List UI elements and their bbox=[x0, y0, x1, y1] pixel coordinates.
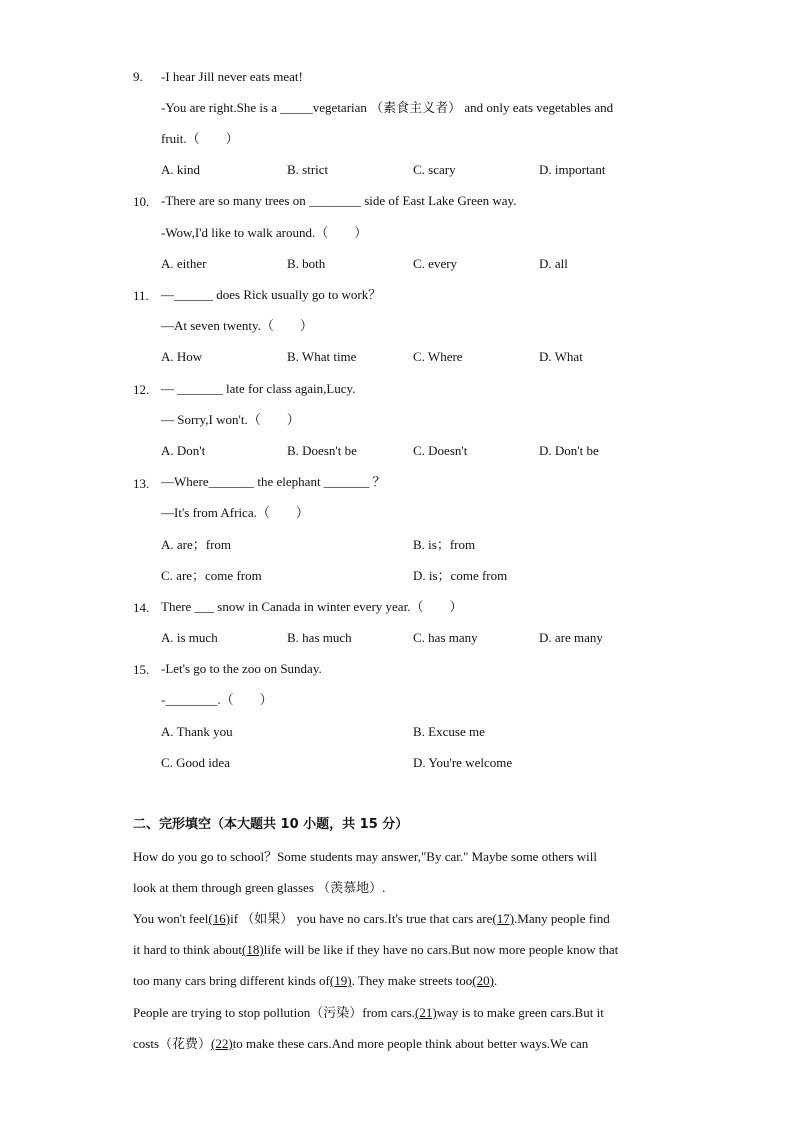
section-title: 二、完形填空（本大题共 10 小题，共 15 分） bbox=[133, 817, 409, 832]
question-line: fruit.（ ） bbox=[161, 131, 239, 146]
blank-22[interactable]: (22) bbox=[211, 1036, 233, 1051]
option-a[interactable]: A. Don't bbox=[161, 443, 206, 458]
question-line: -There are so many trees on ________ side of East Lake Green way. bbox=[161, 193, 517, 208]
question-number: 10. bbox=[133, 194, 150, 209]
option-c[interactable]: C. has many bbox=[413, 630, 478, 645]
question-line: -________.（ ） bbox=[161, 692, 273, 707]
option-a[interactable]: A. either bbox=[161, 256, 207, 271]
passage-line: People are trying to stop pollution（污染）from cars.(21)way is to make green cars.But it bbox=[133, 1005, 604, 1020]
option-a[interactable]: A. is much bbox=[161, 630, 218, 645]
option-a[interactable]: A. How bbox=[161, 349, 203, 364]
option-b[interactable]: B. Excuse me bbox=[413, 724, 485, 739]
passage-line: look at them through green glasses （羡慕地）. bbox=[133, 880, 386, 895]
option-b[interactable]: B. What time bbox=[287, 349, 357, 364]
option-b[interactable]: B. Doesn't be bbox=[287, 443, 357, 458]
passage-line: costs（花费）(22)to make these cars.And more people think about better ways.We can bbox=[133, 1036, 589, 1051]
option-b[interactable]: B. both bbox=[287, 256, 326, 271]
option-d[interactable]: D. What bbox=[539, 349, 583, 364]
option-c[interactable]: C. Good idea bbox=[161, 755, 230, 770]
option-a[interactable]: A. kind bbox=[161, 162, 200, 177]
question-number: 13. bbox=[133, 476, 150, 491]
passage-line: You won't feel(16)if （如果） you have no cars.It's true that cars are(17).Many people find bbox=[133, 911, 610, 926]
question-line: —It's from Africa.（ ） bbox=[161, 505, 309, 520]
blank-19[interactable]: (19) bbox=[329, 973, 352, 988]
option-d[interactable]: D. important bbox=[539, 162, 606, 177]
blank-21[interactable]: (21) bbox=[414, 1005, 437, 1020]
option-d[interactable]: D. You're welcome bbox=[413, 755, 513, 770]
option-c[interactable]: C. every bbox=[413, 256, 458, 271]
question-line: -Let's go to the zoo on Sunday. bbox=[161, 661, 322, 676]
blank-18[interactable]: (18) bbox=[242, 942, 264, 957]
blank-17[interactable]: (17) bbox=[492, 911, 515, 926]
question-line: -You are right.She is a _____vegetarian （素食主义者） and only eats vegetables and bbox=[161, 100, 614, 115]
question-line: —At seven twenty.（ ） bbox=[161, 318, 313, 333]
option-d[interactable]: D. are many bbox=[539, 630, 603, 645]
option-c[interactable]: C. Doesn't bbox=[413, 443, 468, 458]
option-a[interactable]: A. Thank you bbox=[161, 724, 233, 739]
option-b[interactable]: B. strict bbox=[287, 162, 329, 177]
question-line: -Wow,I'd like to walk around.（ ） bbox=[161, 225, 368, 240]
option-d[interactable]: D. all bbox=[539, 256, 568, 271]
question-line: —Where_______ the elephant _______ ？ bbox=[161, 474, 386, 489]
option-c[interactable]: C. Where bbox=[413, 349, 463, 364]
option-d[interactable]: D. is；come from bbox=[413, 568, 508, 583]
question-number: 12. bbox=[133, 382, 150, 397]
question-line: There ___ snow in Canada in winter every year.（ ） bbox=[161, 599, 463, 614]
question-line: —______ does Rick usually go to work？ bbox=[161, 287, 382, 302]
option-b[interactable]: B. is；from bbox=[413, 537, 476, 552]
passage-line: it hard to think about(18)life will be like if they have no cars.But now more people know that bbox=[133, 942, 619, 957]
question-number: 14. bbox=[133, 600, 150, 615]
question-number: 11. bbox=[133, 288, 149, 303]
option-a[interactable]: A. are；from bbox=[161, 537, 232, 552]
question-number: 9. bbox=[133, 69, 143, 84]
question-line: — _______ late for class again,Lucy. bbox=[161, 381, 356, 396]
blank-16[interactable]: (16) bbox=[208, 911, 231, 926]
option-d[interactable]: D. Don't be bbox=[539, 443, 599, 458]
option-b[interactable]: B. has much bbox=[287, 630, 352, 645]
option-c[interactable]: C. are；come from bbox=[161, 568, 262, 583]
question-line: -I hear Jill never eats meat! bbox=[161, 69, 303, 84]
question-number: 15. bbox=[133, 662, 150, 677]
passage-line: How do you go to school？Some students may answer,"By car." Maybe some others will bbox=[133, 849, 597, 864]
blank-20[interactable]: (20) bbox=[472, 973, 494, 988]
option-c[interactable]: C. scary bbox=[413, 162, 456, 177]
passage-line: too many cars bring different kinds of(19). They make streets too(20). bbox=[133, 973, 498, 988]
question-line: — Sorry,I won't.（ ） bbox=[161, 412, 300, 427]
